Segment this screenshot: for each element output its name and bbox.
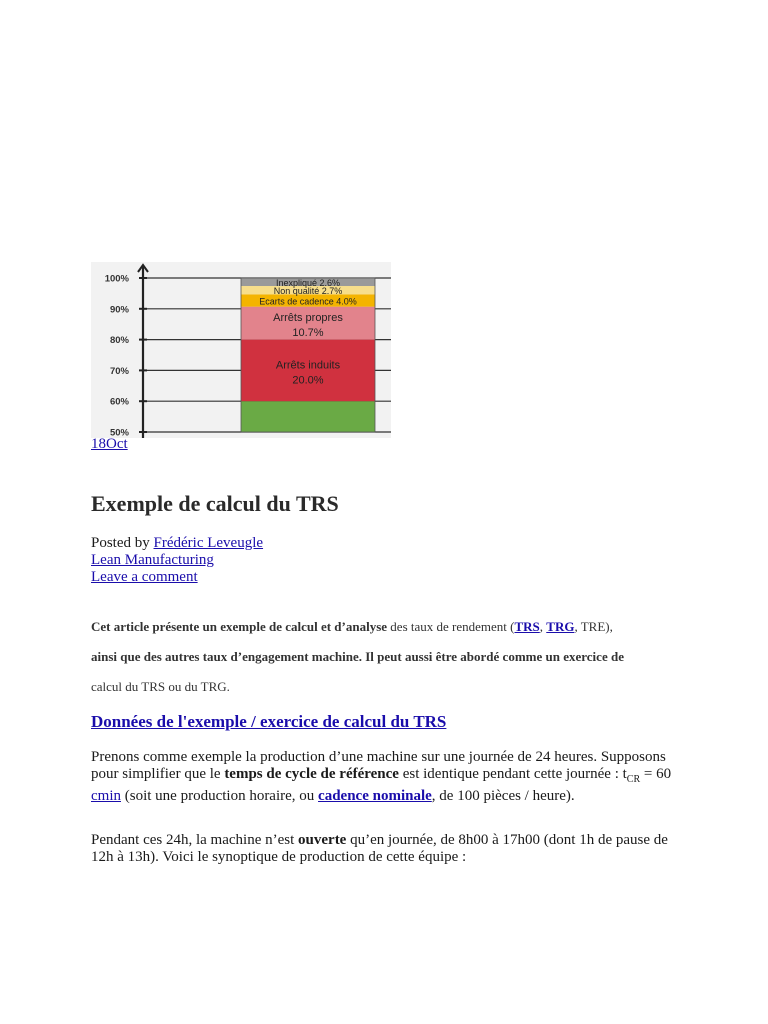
p1-text-e: , de 100 pièces / heure). <box>431 788 575 804</box>
y-tick-label: 80% <box>109 335 129 347</box>
intro-text-2: des taux de rendement ( <box>387 619 515 634</box>
article-title: Exemple de calcul du TRS <box>91 491 339 516</box>
intro-line-2: ainsi que des autres taux d’engagement machine. Il peut aussi être abordé comme un exercice de <box>91 649 624 664</box>
segment-label: Inexpliqué 2.6% <box>275 278 341 289</box>
p1-subscript: CR <box>626 774 641 785</box>
p1-bold-term: temps de cycle de référence <box>224 766 399 782</box>
paragraph-example-data <box>91 749 676 805</box>
y-tick-label: 90% <box>109 304 129 316</box>
intro-line-3: calcul du TRS ou du TRG. <box>91 679 230 694</box>
intro-paragraph <box>91 612 691 702</box>
post-meta <box>91 535 263 586</box>
cadence-nominale-link[interactable]: cadence nominale <box>318 788 432 804</box>
segment-label: Arrêts propres <box>273 312 343 325</box>
p2-text-a: Pendant ces 24h, la machine n’est <box>91 832 299 848</box>
trs-stacked-bar-chart <box>91 262 391 438</box>
segment-label: Non qualité 2.7% <box>273 286 343 297</box>
p1-text-b: est identique pendant cette journée : t <box>398 766 627 782</box>
segment-value-label: 20.0% <box>292 374 324 387</box>
intro-sep: , <box>539 619 547 634</box>
y-tick-label: 100% <box>104 273 129 285</box>
leave-comment-link[interactable]: Leave a comment <box>91 569 198 585</box>
posted-by-line <box>91 535 263 552</box>
p1-text-d: (soit une production horaire, ou <box>121 788 319 804</box>
paragraph-opening-hours <box>91 832 676 866</box>
p2-text-b: qu’en journée, de 8h00 à 17h00 (dont 1h de pause de 12h à 13h). Voici le synoptique de production de cette équipe : <box>91 832 668 865</box>
segment-label: Ecarts de cadence 4.0% <box>259 296 357 307</box>
p2-bold-term: ouverte <box>298 832 347 848</box>
p1-text-c: = 60 <box>640 766 672 782</box>
y-tick-label: 60% <box>109 396 129 408</box>
trg-link[interactable]: TRG <box>546 619 575 634</box>
segment-label: Arrêts induits <box>275 359 341 372</box>
y-tick-label: 50% <box>109 427 129 438</box>
intro-text-1: Cet article présente un exemple de calcul et d’analyse <box>91 619 388 634</box>
intro-text-3: , TRE), <box>574 619 613 634</box>
post-date-link[interactable]: 18Oct <box>91 436 128 452</box>
chart-svg <box>91 262 391 438</box>
author-link[interactable]: Frédéric Leveugle <box>153 535 264 551</box>
intro-line-1 <box>91 612 691 642</box>
posted-by-label: Posted by <box>91 535 154 551</box>
cmin-link[interactable]: cmin <box>91 788 121 804</box>
section-heading[interactable]: Données de l'exemple / exercice de calcul du TRS <box>91 712 447 731</box>
p1-text-a: Prenons comme exemple la production d’une machine sur une journée de 24 heures. Supposons pour simplifier que le <box>91 749 666 782</box>
category-link[interactable]: Lean Manufacturing <box>91 552 214 568</box>
trs-link[interactable]: TRS <box>514 619 540 634</box>
segment-value-label: 10.7% <box>292 327 324 340</box>
bar-segment <box>241 401 375 432</box>
y-tick-label: 70% <box>109 365 129 377</box>
